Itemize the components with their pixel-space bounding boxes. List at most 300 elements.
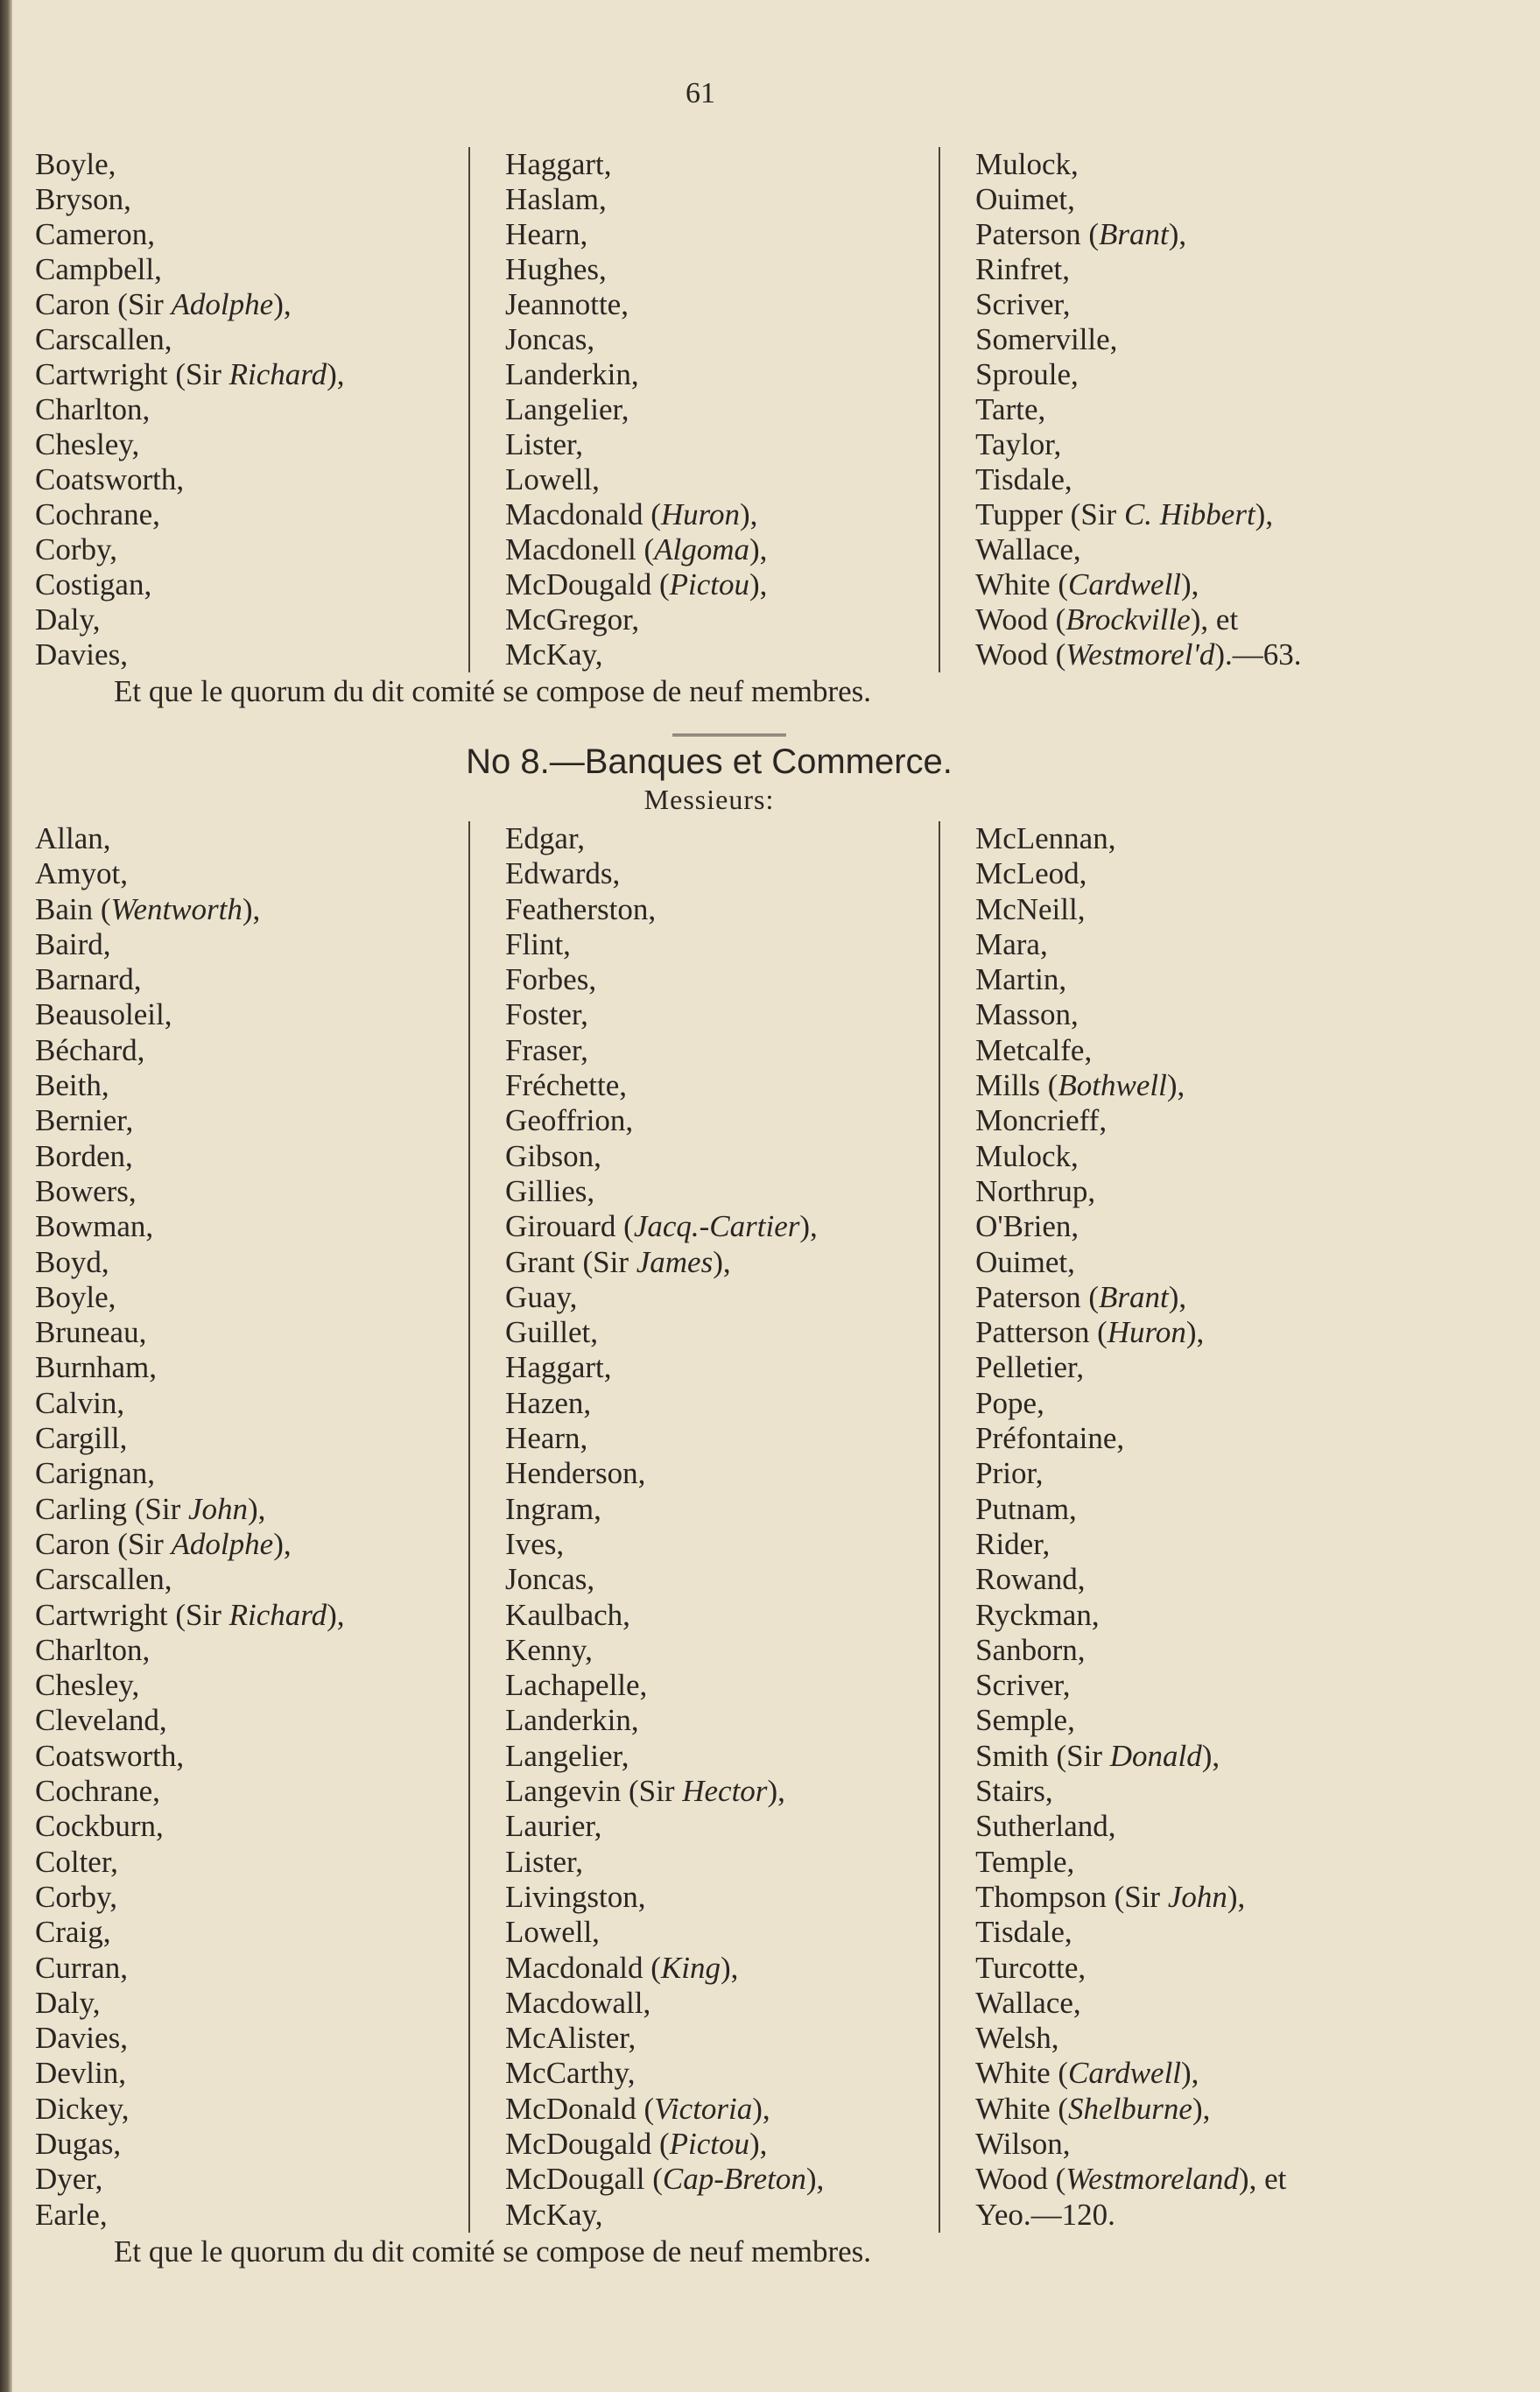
member-name-text: Earle, (35, 2197, 108, 2232)
member-name (35, 1386, 468, 1421)
committee-2-quorum-note: Et que le quorum du dit comité se compose de neuf membres. (114, 2234, 872, 2269)
committee-1-column-3 (939, 147, 1383, 672)
member-name (505, 1774, 939, 1809)
member-name-text: Coatsworth, (35, 1738, 185, 1773)
committee-2-section (35, 742, 1383, 2269)
member-name-suffix: ), (740, 497, 758, 531)
member-name-text: Burnham, (35, 1350, 158, 1385)
member-constituency-italic: Bothwell (1058, 1068, 1167, 1103)
member-name (975, 1739, 1383, 1774)
member-name-suffix: ), (273, 287, 292, 321)
member-name-text: Forbes, (505, 962, 597, 997)
member-constituency-italic: Jacq.-Cartier (633, 1209, 800, 1244)
member-name (505, 1033, 939, 1068)
member-name-suffix: ), (720, 1950, 739, 1985)
member-name-text: McGregor, (505, 602, 640, 637)
member-constituency-italic: Hector (682, 1774, 768, 1809)
member-name (975, 2162, 1383, 2197)
member-name-text: Lister, (505, 427, 584, 461)
member-name (975, 1033, 1383, 1068)
member-name (975, 1880, 1383, 1915)
committee-1-section (35, 147, 1383, 709)
member-name (35, 1809, 468, 1844)
member-name (35, 1245, 468, 1280)
member-name-text: Hearn, (505, 1421, 588, 1456)
member-name (505, 1421, 939, 1456)
member-name-text: Macdowall, (505, 1985, 651, 2020)
member-name-text: Costigan, (35, 567, 152, 602)
member-name (505, 892, 939, 927)
member-name-text: Moncrieff, (975, 1103, 1108, 1138)
member-name-text: Lachapelle, (505, 1668, 648, 1703)
page-number: 61 (686, 77, 715, 109)
member-name (35, 1986, 468, 2021)
member-name (35, 821, 468, 856)
member-name (505, 2162, 939, 2197)
member-name (975, 1103, 1383, 1138)
member-name-text: Bowers, (35, 1173, 137, 1208)
member-name-text: Lowell, (505, 1915, 600, 1950)
member-name-text: Bain ( (35, 891, 111, 926)
member-name-text: Guillet, (505, 1315, 599, 1350)
member-name (505, 1951, 939, 1986)
member-name (975, 1633, 1383, 1668)
member-name-text: Langelier, (505, 1738, 629, 1773)
member-name (975, 1986, 1383, 2021)
member-constituency-italic: King (660, 1950, 721, 1985)
member-name (35, 2021, 468, 2056)
member-name (505, 1350, 939, 1385)
member-name-text: Gillies, (505, 1173, 595, 1208)
member-constituency-italic: Pictou (669, 567, 750, 602)
member-name (975, 1915, 1383, 1950)
member-name (975, 962, 1383, 997)
member-name-text: Cameron, (35, 217, 156, 251)
member-name-text: White ( (975, 2056, 1069, 2091)
member-constituency-italic: C. Hibbert (1123, 497, 1255, 531)
member-name (505, 567, 939, 602)
member-name-text: Flint, (505, 926, 571, 961)
member-name-suffix: ), (713, 1244, 731, 1279)
member-name-text: Mills ( (975, 1068, 1058, 1103)
member-name-text: Paterson ( (975, 1279, 1100, 1314)
member-name (35, 1880, 468, 1915)
member-name (35, 2056, 468, 2091)
member-name-text: Welsh, (975, 2021, 1059, 2056)
member-name-text: Craig, (35, 1915, 111, 1950)
member-name (35, 1139, 468, 1174)
member-name (35, 1915, 468, 1950)
committee-2-column-1 (35, 821, 468, 2233)
member-name-suffix: ), (1168, 217, 1187, 251)
member-name (35, 1103, 468, 1138)
member-name (505, 1845, 939, 1880)
member-name (505, 1562, 939, 1597)
member-name (975, 287, 1383, 322)
member-name-text: Corby, (35, 1879, 117, 1914)
member-name-suffix: ), et (1238, 2162, 1287, 2197)
book-spine-edge (0, 0, 12, 2392)
member-name-text: Chesley, (35, 427, 140, 461)
member-name-text: McLeod, (975, 856, 1087, 891)
member-name-text: Girouard ( (505, 1209, 634, 1244)
member-name-suffix: ), et (1190, 602, 1239, 637)
member-name-text: Fréchette, (505, 1068, 628, 1103)
member-constituency-italic: Cap-Breton (662, 2162, 806, 2197)
member-name (975, 892, 1383, 927)
member-name (975, 1350, 1383, 1385)
member-name-text: Calvin, (35, 1385, 125, 1420)
member-name-suffix: ), (273, 1526, 292, 1561)
member-name-text: Sutherland, (975, 1809, 1116, 1844)
member-name-text: Mulock, (975, 147, 1079, 181)
member-name (505, 1915, 939, 1950)
member-name (975, 1809, 1383, 1844)
member-name-text: Wallace, (975, 1985, 1081, 2020)
member-constituency-italic: Algoma (654, 532, 750, 566)
member-name (975, 1209, 1383, 1244)
member-name (505, 2056, 939, 2091)
member-name-suffix: ), (1181, 567, 1199, 602)
member-name (975, 927, 1383, 962)
member-name-text: Laurier, (505, 1809, 602, 1844)
member-name (505, 1280, 939, 1315)
member-constituency-italic: Shelburne (1068, 2091, 1192, 2126)
member-name (35, 182, 468, 217)
member-name (35, 1845, 468, 1880)
member-name (35, 2198, 468, 2233)
member-name-text: White ( (975, 2091, 1069, 2126)
member-name-suffix: ), (749, 567, 768, 602)
member-name (35, 427, 468, 462)
member-name (505, 856, 939, 891)
member-name-text: Putnam, (975, 1491, 1077, 1526)
member-constituency-italic: Huron (1107, 1315, 1186, 1350)
member-name (35, 1633, 468, 1668)
member-name-text: Caron (Sir (35, 1526, 172, 1561)
member-name-text: Béchard, (35, 1032, 145, 1067)
member-name (975, 357, 1383, 392)
member-name-text: Baird, (35, 926, 111, 961)
member-name-text: McDonald ( (505, 2091, 655, 2126)
member-name (975, 2198, 1383, 2233)
member-name (505, 322, 939, 357)
member-name-text: Jeannotte, (505, 287, 629, 321)
member-name (975, 462, 1383, 497)
member-constituency-italic: Wentworth (110, 891, 243, 926)
member-name (975, 1456, 1383, 1491)
member-constituency-italic: Westmoreland (1065, 2162, 1239, 2197)
member-name-text: Thompson (Sir (975, 1879, 1168, 1914)
member-name-text: Charlton, (35, 392, 151, 426)
member-name-text: McDougall ( (505, 2162, 663, 2197)
member-name-text: McDougald ( (505, 2126, 670, 2161)
member-name (975, 2056, 1383, 2091)
member-name-text: Beausoleil, (35, 997, 172, 1032)
member-name (35, 1703, 468, 1738)
member-name (35, 1280, 468, 1315)
member-name (505, 637, 939, 672)
member-name-suffix: ), (248, 1491, 266, 1526)
member-name (505, 2127, 939, 2162)
member-name-text: Yeo.—120. (975, 2197, 1115, 2232)
member-name-text: Patterson ( (975, 1315, 1108, 1350)
member-name-text: Bernier, (35, 1103, 134, 1138)
member-name-text: Boyle, (35, 147, 116, 181)
member-constituency-italic: Adolphe (171, 287, 274, 321)
member-name (975, 1668, 1383, 1703)
member-name (975, 392, 1383, 427)
member-name-text: Daly, (35, 1985, 101, 2020)
member-name (975, 1492, 1383, 1527)
member-name (505, 1245, 939, 1280)
member-name-suffix: ), (799, 1209, 818, 1244)
member-name-text: Cargill, (35, 1421, 128, 1456)
member-name (505, 1103, 939, 1138)
member-name-text: Dyer, (35, 2162, 103, 2197)
member-name-text: Mara, (975, 926, 1048, 961)
member-name-text: Caron (Sir (35, 287, 172, 321)
member-name-suffix: ), (1227, 1879, 1246, 1914)
member-constituency-italic: Donald (1109, 1738, 1202, 1773)
member-name-suffix: ), (805, 2162, 825, 2197)
member-name (975, 1598, 1383, 1633)
member-name-text: Allan, (35, 821, 111, 855)
member-name (505, 2198, 939, 2233)
member-name (975, 1245, 1383, 1280)
member-name-text: Grant (Sir (505, 1244, 636, 1279)
member-name-text: Ives, (505, 1526, 565, 1561)
committee-1-member-columns (35, 147, 1383, 672)
member-name-text: McDougald ( (505, 567, 670, 602)
member-name (35, 1209, 468, 1244)
member-name-text: Martin, (975, 962, 1067, 997)
member-name-text: Haslam, (505, 182, 607, 216)
member-name-text: Carling (Sir (35, 1491, 188, 1526)
member-name (505, 1809, 939, 1844)
member-name (975, 1315, 1383, 1350)
member-name-text: Landerkin, (505, 357, 639, 391)
member-name-text: Cochrane, (35, 497, 160, 531)
member-name-text: McLennan, (975, 821, 1116, 855)
member-name-text: McAlister, (505, 2021, 636, 2056)
member-name (505, 997, 939, 1032)
member-name (975, 567, 1383, 602)
member-name-text: Rinfret, (975, 252, 1070, 286)
member-name-text: Tupper (Sir (975, 497, 1124, 531)
member-name-text: Macdonald ( (505, 497, 661, 531)
committee-2-member-columns (35, 821, 1383, 2233)
member-name-suffix: ), (1181, 2056, 1199, 2091)
member-name (505, 1668, 939, 1703)
member-constituency-italic: Cardwell (1068, 2056, 1182, 2091)
member-constituency-italic: Brant (1099, 1279, 1169, 1314)
member-name (505, 357, 939, 392)
member-name (975, 1703, 1383, 1738)
member-name-text: Hearn, (505, 217, 588, 251)
committee-2-title: No 8.—Banques et Commerce. (466, 742, 953, 781)
member-name-suffix: ), (327, 357, 345, 391)
member-name (975, 2021, 1383, 2056)
member-name-suffix: ), (1255, 497, 1274, 531)
member-name-text: Tisdale, (975, 1915, 1072, 1950)
member-name-text: Mulock, (975, 1138, 1079, 1173)
member-name-text: Temple, (975, 1844, 1075, 1879)
member-name-text: Dugas, (35, 2126, 122, 2161)
committee-2-column-3 (939, 821, 1383, 2233)
member-name-suffix: ), (1166, 1068, 1185, 1103)
member-name (975, 252, 1383, 287)
member-name-suffix: ).—63. (1214, 637, 1302, 672)
member-name (505, 252, 939, 287)
member-constituency-italic: Richard (229, 1597, 327, 1632)
member-name (975, 532, 1383, 567)
member-constituency-italic: Brant (1099, 217, 1169, 251)
member-name-text: Boyd, (35, 1244, 109, 1279)
member-name (975, 602, 1383, 637)
member-name-text: Smith (Sir (975, 1738, 1110, 1773)
member-name-text: Wood ( (975, 2162, 1066, 2197)
member-name-text: Lister, (505, 1844, 584, 1879)
member-name (505, 147, 939, 182)
member-name-text: Amyot, (35, 856, 128, 891)
member-name (35, 357, 468, 392)
member-name (505, 1209, 939, 1244)
member-name (35, 927, 468, 962)
member-name-suffix: ), (752, 2091, 770, 2126)
committee-2-column-2 (468, 821, 939, 2233)
member-name-text: Cleveland, (35, 1703, 167, 1738)
member-name (505, 427, 939, 462)
member-name (35, 1951, 468, 1986)
member-name-text: Edwards, (505, 856, 621, 891)
member-name-text: Bruneau, (35, 1315, 147, 1350)
member-name (35, 1492, 468, 1527)
member-name-text: Daly, (35, 602, 101, 637)
member-constituency-italic: James (636, 1244, 714, 1279)
member-name-text: Cockburn, (35, 1809, 164, 1844)
member-name (35, 1421, 468, 1456)
member-name (975, 1774, 1383, 1809)
member-name-text: Macdonald ( (505, 1950, 661, 1985)
member-name-text: McKay, (505, 2197, 603, 2232)
member-name (975, 1421, 1383, 1456)
member-name-text: Coatsworth, (35, 462, 185, 496)
member-name (505, 217, 939, 252)
member-name (975, 821, 1383, 856)
member-name-text: Hughes, (505, 252, 607, 286)
member-name-text: Boyle, (35, 1279, 116, 1314)
member-name-text: Ouimet, (975, 1244, 1075, 1279)
member-name (505, 392, 939, 427)
member-constituency-italic: Huron (660, 497, 741, 531)
member-constituency-italic: Victoria (654, 2091, 753, 2126)
member-name-text: O'Brien, (975, 1209, 1079, 1244)
member-name (975, 1845, 1383, 1880)
member-name-text: Corby, (35, 532, 117, 566)
member-name-text: Carscallen, (35, 322, 172, 356)
member-name (35, 392, 468, 427)
member-name (505, 1986, 939, 2021)
section-divider (672, 734, 786, 736)
member-name (35, 287, 468, 322)
member-name (975, 1280, 1383, 1315)
member-name (505, 1703, 939, 1738)
member-name-text: Taylor, (975, 427, 1062, 461)
member-name (975, 2127, 1383, 2162)
member-name (35, 1068, 468, 1103)
member-name-suffix: ), (1201, 1738, 1220, 1773)
member-constituency-italic: Adolphe (171, 1526, 274, 1561)
member-name-text: Joncas, (505, 1562, 595, 1597)
member-name (975, 322, 1383, 357)
member-name-text: Bowman, (35, 1209, 154, 1244)
member-name (35, 497, 468, 532)
member-name (975, 182, 1383, 217)
member-name (505, 2021, 939, 2056)
member-name (505, 2092, 939, 2127)
member-name (975, 1527, 1383, 1562)
member-name-text: Dickey, (35, 2091, 130, 2126)
committee-1-column-2 (468, 147, 939, 672)
member-name-text: Tarte, (975, 392, 1046, 426)
committee-2-subtitle: Messieurs: (643, 784, 775, 815)
member-name-text: Davies, (35, 637, 128, 672)
member-name (975, 2092, 1383, 2127)
member-name-text: Charlton, (35, 1632, 151, 1667)
member-constituency-italic: Richard (229, 357, 327, 391)
member-name-text: Wilson, (975, 2126, 1071, 2161)
member-name-text: Bryson, (35, 182, 131, 216)
member-name-text: Semple, (975, 1703, 1075, 1738)
member-name-text: McCarthy, (505, 2056, 636, 2091)
member-name (975, 997, 1383, 1032)
member-name-text: Fraser, (505, 1032, 588, 1067)
member-name (975, 1068, 1383, 1103)
member-name-text: Colter, (35, 1844, 118, 1879)
member-name (505, 1492, 939, 1527)
member-name (35, 1598, 468, 1633)
member-name-text: Carscallen, (35, 1562, 172, 1597)
member-name-text: Sproule, (975, 357, 1079, 391)
member-name-text: Haggart, (505, 147, 612, 181)
member-name (35, 602, 468, 637)
member-constituency-italic: Brockville (1065, 602, 1191, 637)
member-name (35, 2092, 468, 2127)
member-name (975, 1174, 1383, 1209)
member-name-text: Langevin (Sir (505, 1774, 683, 1809)
member-name-text: Borden, (35, 1138, 133, 1173)
member-name-text: Edgar, (505, 821, 585, 855)
member-name-text: Haggart, (505, 1350, 612, 1385)
member-name (505, 1315, 939, 1350)
member-name (505, 1068, 939, 1103)
member-name (35, 1174, 468, 1209)
member-name-suffix: ), (242, 891, 261, 926)
member-constituency-italic: Pictou (669, 2126, 750, 2161)
member-name (505, 821, 939, 856)
committee-1-column-1 (35, 147, 468, 672)
member-name (505, 1139, 939, 1174)
member-name (35, 1527, 468, 1562)
member-name (505, 1527, 939, 1562)
member-name-text: Featherston, (505, 891, 657, 926)
member-name-suffix: ), (749, 2126, 768, 2161)
member-name (975, 856, 1383, 891)
member-name-text: Hazen, (505, 1385, 592, 1420)
member-name (505, 182, 939, 217)
member-name-text: Campbell, (35, 252, 162, 286)
